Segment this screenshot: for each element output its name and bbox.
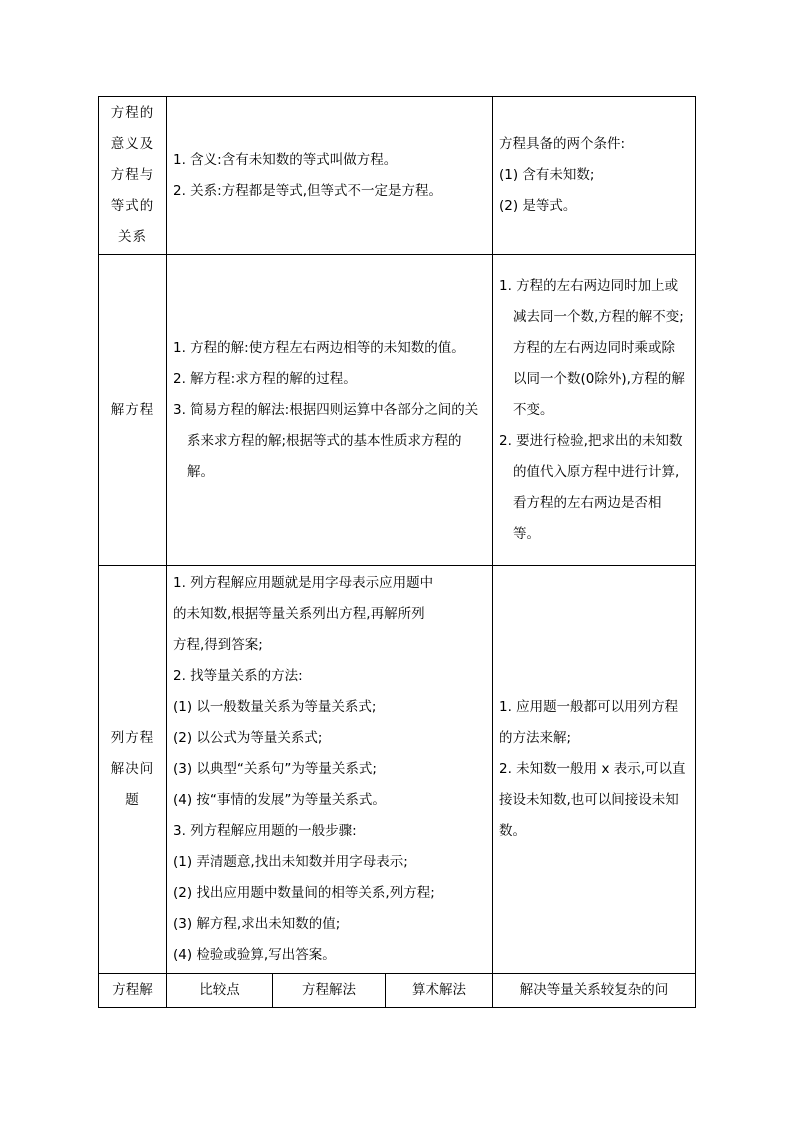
notes-cell: 解决等量关系较复杂的问 [493,974,696,1008]
content-line: (1) 以一般数量关系为等量关系式; [173,699,377,715]
topic-cell: 方程解 [99,974,167,1008]
notes-line: 2. 要进行检验,把求出的未知数的值代入原方程中进行计算,看方程的左右两边是否相等。 [499,432,683,542]
table-row [99,974,696,1008]
content-line: (3) 以典型“关系句”为等量关系式; [173,761,377,777]
content-line: 2. 解方程:求方程的解的过程。 [173,370,357,387]
topic-text: 等式的 [110,198,155,214]
notes-line: (1) 含有未知数; [499,167,595,183]
column-header: 算术解法 [386,974,493,1008]
content-line: 1. 含义:含有未知数的等式叫做方程。 [173,151,398,168]
notes-cell [493,566,696,974]
topic-text: 解方程 [110,401,155,418]
topic-text: 方程与 [110,167,155,183]
topic-text: 意义及 [110,136,155,152]
content-line: 1. 方程的解:使方程左右两边相等的未知数的值。 [173,339,465,356]
table-row [99,566,696,974]
content-line: 3. 列方程解应用题的一般步骤: [173,823,357,839]
content-line: 2. 关系:方程都是等式,但等式不一定是方程。 [173,182,443,199]
table-row [99,255,696,566]
content-line: (4) 按“事情的发展”为等量关系式。 [173,792,386,808]
topic-text: 题 [125,792,140,808]
content-line: (2) 以公式为等量关系式; [173,730,323,746]
notes-cell [493,97,696,255]
content-cell [167,566,493,974]
content-line: 方程,得到答案; [173,637,263,653]
topic-cell [99,97,167,255]
content-cell [167,255,493,566]
content-line: 2. 找等量关系的方法: [173,668,303,684]
content-line: (3) 解方程,求出未知数的值; [173,916,341,932]
notes-cell [493,255,696,566]
notes-line: (2) 是等式。 [499,198,577,214]
column-header: 比较点 [167,974,273,1008]
notes-line: 1. 方程的左右两边同时加上或减去同一个数,方程的解不变;方程的左右两边同时乘或除以同一个数(0除外),方程的解不变。 [499,277,685,418]
notes-line: 1. 应用题一般都可以用列方程的方法来解; [499,699,679,746]
content-cell [167,97,493,255]
topic-text: 解决问 [110,761,155,777]
topic-text: 列方程 [110,730,155,746]
column-header: 方程解法 [273,974,386,1008]
equation-notes-table [98,96,696,1008]
topic-text: 关系 [118,229,147,245]
content-line: 1. 列方程解应用题就是用字母表示应用题中 [173,575,434,591]
topic-cell [99,566,167,974]
content-line: (4) 检验或验算,写出答案。 [173,947,336,963]
content-line: (2) 找出应用题中数量间的相等关系,列方程; [173,885,435,901]
notes-line: 方程具备的两个条件: [499,136,626,152]
content-line: 的未知数,根据等量关系列出方程,再解所列 [173,606,425,622]
notes-line: 2. 未知数一般用 x 表示,可以直接设未知数,也可以间接设未知数。 [499,761,686,839]
content-line: (1) 弄清题意,找出未知数并用字母表示; [173,854,408,870]
topic-cell [99,255,167,566]
table-row [99,97,696,255]
content-line: 3. 简易方程的解法:根据四则运算中各部分之间的关系来求方程的解;根据等式的基本性质求方程的解。 [173,401,479,480]
topic-text: 方程的 [110,105,155,121]
